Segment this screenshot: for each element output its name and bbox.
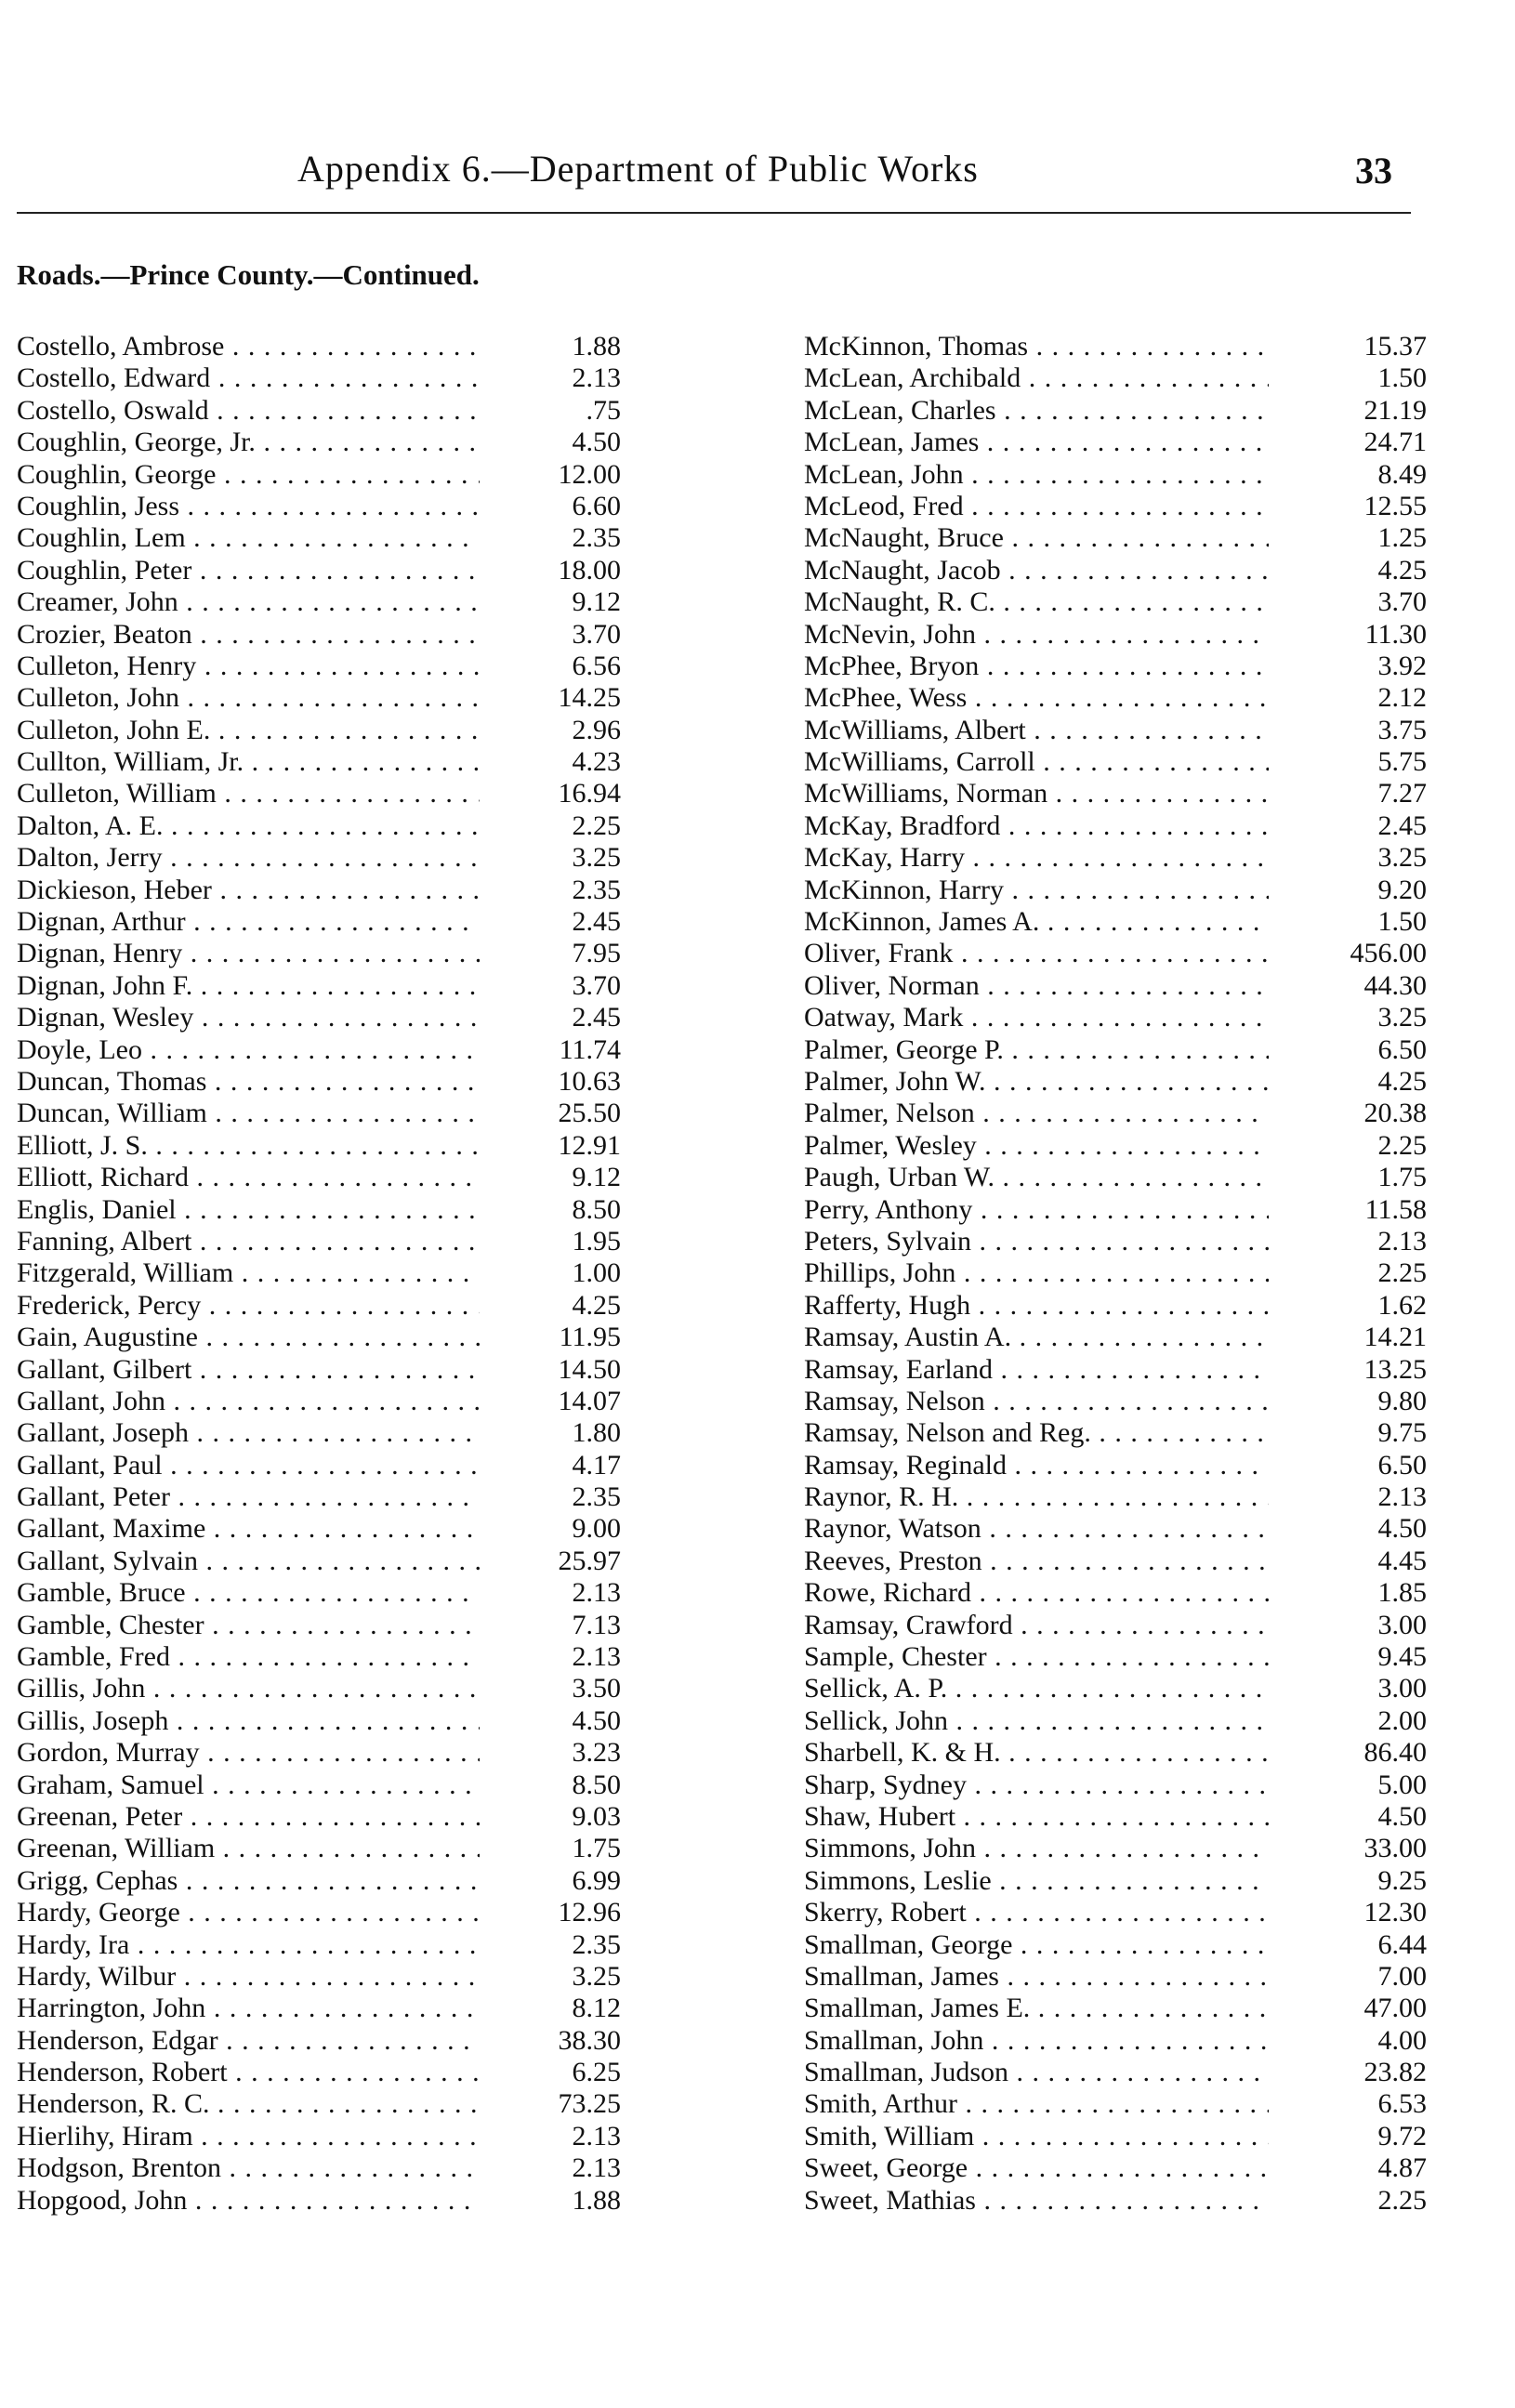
entry-name: Englis, Daniel . . .: [17, 1194, 480, 1226]
entry-name: Fanning, Albert . . .: [17, 1226, 480, 1257]
entry-amount: 3.92: [1377, 650, 1427, 681]
entry-name: Grigg, Cephas . . .: [17, 1865, 480, 1897]
entry-amount: 3.25: [1377, 1002, 1427, 1033]
entry-amount: 2.35: [572, 1481, 621, 1513]
entry-name: Harrington, John . . .: [17, 1993, 480, 2024]
entry-name: McNevin, John . . .: [804, 619, 1269, 651]
entry-name: Gallant, Peter . . .: [17, 1481, 480, 1513]
entry-amount: 1.00: [572, 1257, 621, 1289]
entry-name: McLean, James . . .: [804, 427, 1269, 458]
entry-name: Henderson, R. C. . . .: [17, 2088, 480, 2120]
entry-name: Cullton, William, Jr. . . .: [17, 746, 480, 778]
entry-amount: 9.45: [1377, 1641, 1427, 1673]
entry-name: Costello, Ambrose . . .: [17, 331, 480, 362]
entry-name: McWilliams, Norman . . .: [804, 778, 1269, 809]
entry-name: Ramsay, Earland . . .: [804, 1354, 1269, 1386]
entry-name: Sharp, Sydney . . .: [804, 1770, 1269, 1801]
entry-amount: 11.58: [1364, 1193, 1427, 1225]
entry-name: Gamble, Fred . . .: [17, 1641, 480, 1673]
entry-amount: 2.13: [572, 362, 621, 394]
entry-amount: 7.95: [572, 938, 621, 969]
entry-name: Hardy, Wilbur . . .: [17, 1961, 480, 1993]
entry-amount: 73.25: [558, 2088, 621, 2120]
entry-name: Coughlin, George . . .: [17, 459, 480, 491]
entry-amount: 4.00: [1377, 2024, 1427, 2056]
entry-name: Raynor, Watson . . .: [804, 1513, 1269, 1545]
entry-name: Elliott, J. S. . . .: [17, 1130, 480, 1162]
entry-name: Smallman, James . . .: [804, 1961, 1269, 1993]
entry-amount: 2.45: [572, 906, 621, 938]
header-title: Appendix 6.—Department of Public Works: [297, 148, 979, 190]
entry-amount: 5.00: [1377, 1769, 1427, 1800]
entry-amount: 18.00: [558, 554, 621, 586]
entry-name: McWilliams, Carroll . . .: [804, 746, 1269, 778]
entry-amount: 9.72: [1377, 2120, 1427, 2151]
entry-amount: 9.75: [1377, 1417, 1427, 1449]
entry-name: Gallant, Paul . . .: [17, 1450, 480, 1481]
header-rule: [17, 212, 1411, 214]
section-heading: Roads.—Prince County.—Continued.: [17, 258, 480, 291]
entry-amount: 2.13: [1377, 1481, 1427, 1513]
entry-amount: 2.35: [572, 874, 621, 905]
entry-name: McNaught, Bruce . . .: [804, 522, 1269, 554]
entry-amount: 16.94: [558, 778, 621, 809]
entry-name: Crozier, Beaton . . .: [17, 619, 480, 651]
entry-amount: 2.13: [572, 1641, 621, 1673]
entry-amount: 2.13: [572, 2152, 621, 2184]
entry-amount: 3.00: [1377, 1673, 1427, 1704]
entry-amount: 11.95: [559, 1322, 621, 1353]
entry-name: Gillis, Joseph . . .: [17, 1705, 480, 1737]
entry-amount: 2.25: [572, 809, 621, 841]
page-number: 33: [1355, 150, 1392, 191]
entry-amount: 1.80: [572, 1417, 621, 1449]
entry-name: Dickieson, Heber . . .: [17, 875, 480, 906]
entry-amount: 14.07: [558, 1385, 621, 1416]
entry-name: McPhee, Bryon . . .: [804, 651, 1269, 682]
entry-amount: 7.13: [572, 1609, 621, 1640]
entry-amount: 3.70: [572, 969, 621, 1001]
entry-amount: 1.88: [572, 331, 621, 362]
entry-amount: 2.13: [572, 2120, 621, 2151]
entry-name: Sample, Chester . . .: [804, 1641, 1269, 1673]
entry-amount: 3.00: [1377, 1609, 1427, 1640]
entry-amount: 4.23: [572, 746, 621, 778]
entry-name: Rowe, Richard . . .: [804, 1577, 1269, 1609]
entry-amount: 3.23: [572, 1737, 621, 1769]
entry-amount: 2.45: [1377, 809, 1427, 841]
entry-name: McWilliams, Albert . . .: [804, 715, 1269, 746]
entry-amount: 8.50: [572, 1769, 621, 1800]
entry-name: Hopgood, John . . .: [17, 2185, 480, 2217]
entry-name: McKinnon, James A. . . .: [804, 906, 1269, 938]
entry-name: Gallant, Maxime . . .: [17, 1513, 480, 1545]
entry-name: Shaw, Hubert . . .: [804, 1801, 1269, 1833]
entry-amount: 2.00: [1377, 1704, 1427, 1736]
entry-name: Gillis, John . . .: [17, 1673, 480, 1704]
entry-amount: 11.74: [559, 1033, 621, 1065]
entry-amount: 3.25: [572, 842, 621, 874]
entry-amount: 3.70: [572, 618, 621, 650]
entry-name: Paugh, Urban W. . . .: [804, 1162, 1269, 1193]
entry-amount: 4.25: [1377, 1065, 1427, 1097]
entry-name: Phillips, John . . .: [804, 1257, 1269, 1289]
entry-name: Smith, Arthur . . .: [804, 2088, 1269, 2120]
entry-name: Gallant, Sylvain . . .: [17, 1546, 480, 1577]
entry-amount: 2.25: [1377, 1129, 1427, 1161]
entry-name: Creamer, John . . .: [17, 586, 480, 618]
entry-name: McNaught, Jacob . . .: [804, 555, 1269, 586]
entry-name: Ramsay, Reginald . . .: [804, 1450, 1269, 1481]
entry-name: Duncan, William . . .: [17, 1098, 480, 1129]
entry-name: Henderson, Edgar . . .: [17, 2025, 480, 2057]
entry-name: Peters, Sylvain . . .: [804, 1226, 1269, 1257]
entry-amount: 47.00: [1364, 1993, 1427, 2024]
entry-amount: 12.91: [558, 1129, 621, 1161]
entry-amount: 12.96: [558, 1897, 621, 1928]
entry-amount: 1.85: [1377, 1577, 1427, 1609]
entry-amount: 2.12: [1377, 682, 1427, 714]
entry-name: Coughlin, George, Jr. . . .: [17, 427, 480, 458]
entry-amount: 3.75: [1377, 714, 1427, 745]
entry-amount: .75: [586, 394, 621, 426]
entry-name: Skerry, Robert . . .: [804, 1897, 1269, 1928]
entry-amount: 6.99: [572, 1864, 621, 1896]
entry-name: Coughlin, Jess . . .: [17, 491, 480, 522]
entry-amount: 10.63: [558, 1065, 621, 1097]
entry-amount: 1.62: [1377, 1289, 1427, 1321]
entry-amount: 9.12: [572, 1162, 621, 1193]
entry-name: Sweet, Mathias . . .: [804, 2185, 1269, 2217]
entry-amount: 6.50: [1377, 1033, 1427, 1065]
entry-amount: 1.50: [1377, 362, 1427, 394]
entry-amount: 20.38: [1364, 1098, 1427, 1129]
entry-name: Oliver, Frank . . .: [804, 938, 1269, 969]
entry-name: Dignan, Henry . . .: [17, 938, 480, 969]
entry-name: Palmer, Wesley . . .: [804, 1130, 1269, 1162]
entry-name: Hardy, George . . .: [17, 1897, 480, 1928]
entry-amount: 4.25: [572, 1289, 621, 1321]
entry-amount: 38.30: [558, 2024, 621, 2056]
entry-amount: 2.35: [572, 1928, 621, 1960]
entry-name: Palmer, Nelson . . .: [804, 1098, 1269, 1129]
entry-name: Ramsay, Nelson . . .: [804, 1386, 1269, 1417]
entry-amount: 1.95: [572, 1225, 621, 1257]
entry-amount: 6.56: [572, 650, 621, 681]
entry-name: Greenan, Peter . . .: [17, 1801, 480, 1833]
entry-amount: 3.70: [1377, 586, 1427, 618]
entry-name: Sellick, John . . .: [804, 1705, 1269, 1737]
entry-name: Smith, William . . .: [804, 2121, 1269, 2152]
entry-amount: 23.82: [1364, 2057, 1427, 2088]
entry-name: Coughlin, Peter . . .: [17, 555, 480, 586]
entry-amount: 9.80: [1377, 1385, 1427, 1416]
entry-amount: 1.75: [1377, 1162, 1427, 1193]
entry-name: Sellick, A. P. . . .: [804, 1673, 1269, 1704]
entry-amount: 6.44: [1377, 1928, 1427, 1960]
entry-amount: 6.50: [1377, 1449, 1427, 1480]
entry-amount: 2.45: [572, 1002, 621, 1033]
entry-name: Gallant, Gilbert . . .: [17, 1354, 480, 1386]
entry-amount: 12.30: [1364, 1897, 1427, 1928]
entry-name: Ramsay, Nelson and Reg. . . .: [804, 1417, 1269, 1449]
entry-amount: 33.00: [1364, 1833, 1427, 1864]
entry-amount: 9.03: [572, 1800, 621, 1832]
entry-amount: 21.19: [1364, 394, 1427, 426]
entry-name: McLean, Archibald . . .: [804, 362, 1269, 394]
entry-amount: 9.25: [1377, 1864, 1427, 1896]
entry-name: Hardy, Ira . . .: [17, 1929, 480, 1961]
entry-name: Greenan, William . . .: [17, 1833, 480, 1864]
entry-amount: 3.25: [572, 1960, 621, 1992]
entry-name: McKinnon, Harry . . .: [804, 875, 1269, 906]
entry-amount: 8.12: [572, 1993, 621, 2024]
entry-name: Costello, Edward . . .: [17, 362, 480, 394]
entry-name: Culleton, John E. . . .: [17, 715, 480, 746]
entry-amount: 1.88: [572, 2184, 621, 2216]
entry-name: Culleton, John . . .: [17, 682, 480, 714]
entry-name: McNaught, R. C. . . .: [804, 586, 1269, 618]
entry-name: Doyle, Leo . . .: [17, 1034, 480, 1066]
entry-amount: 6.25: [572, 2057, 621, 2088]
entry-name: Raynor, R. H. . . .: [804, 1481, 1269, 1513]
entry-name: Smallman, John . . .: [804, 2025, 1269, 2057]
entry-amount: 11.30: [1364, 618, 1427, 650]
entry-amount: 2.25: [1377, 1257, 1427, 1289]
entry-amount: 4.25: [1377, 554, 1427, 586]
entry-amount: 8.49: [1377, 458, 1427, 490]
entry-name: Hodgson, Brenton . . .: [17, 2152, 480, 2184]
entry-amount: 24.71: [1364, 427, 1427, 458]
entry-name: Simmons, John . . .: [804, 1833, 1269, 1864]
entry-name: McLean, Charles . . .: [804, 395, 1269, 427]
entry-amount: 4.17: [572, 1449, 621, 1480]
entry-amount: 4.50: [1377, 1800, 1427, 1832]
entry-amount: 4.45: [1377, 1545, 1427, 1576]
entry-amount: 3.50: [572, 1673, 621, 1704]
entry-amount: 6.53: [1377, 2088, 1427, 2120]
entry-amount: 4.87: [1377, 2152, 1427, 2184]
entry-name: Dignan, Wesley . . .: [17, 1002, 480, 1033]
entry-amount: 12.00: [558, 458, 621, 490]
entry-amount: 5.75: [1377, 746, 1427, 778]
entry-name: Hierlihy, Hiram . . .: [17, 2121, 480, 2152]
entry-name: Sweet, George . . .: [804, 2152, 1269, 2184]
entry-amount: 8.50: [572, 1193, 621, 1225]
entry-name: Gallant, Joseph . . .: [17, 1417, 480, 1449]
entry-amount: 25.97: [558, 1545, 621, 1576]
entry-amount: 2.96: [572, 714, 621, 745]
entry-name: Sharbell, K. & H. . . .: [804, 1737, 1269, 1769]
entry-name: Smallman, Judson . . .: [804, 2057, 1269, 2088]
entry-name: McKinnon, Thomas . . .: [804, 331, 1269, 362]
entry-name: Coughlin, Lem . . .: [17, 522, 480, 554]
entry-name: McLean, John . . .: [804, 459, 1269, 491]
entry-amount: 86.40: [1364, 1737, 1427, 1769]
entry-amount: 2.13: [572, 1577, 621, 1609]
entry-name: Perry, Anthony . . .: [804, 1194, 1269, 1226]
entry-name: Ramsay, Crawford . . .: [804, 1610, 1269, 1641]
entry-name: Culleton, Henry . . .: [17, 651, 480, 682]
entry-name: Gallant, John . . .: [17, 1386, 480, 1417]
entry-name: McKay, Harry . . .: [804, 842, 1269, 874]
entry-name: Henderson, Robert . . .: [17, 2057, 480, 2088]
entry-amount: 14.50: [558, 1353, 621, 1385]
entry-name: Palmer, George P. . . .: [804, 1034, 1269, 1066]
entry-amount: 7.00: [1377, 1960, 1427, 1992]
entry-name: Rafferty, Hugh . . .: [804, 1290, 1269, 1322]
entry-name: Gain, Augustine . . .: [17, 1322, 480, 1353]
page-header: [0, 147, 1515, 203]
entry-name: Dignan, Arthur . . .: [17, 906, 480, 938]
entry-amount: 25.50: [558, 1098, 621, 1129]
entry-name: Palmer, John W. . . .: [804, 1066, 1269, 1098]
entry-amount: 15.37: [1364, 331, 1427, 362]
entry-name: McKay, Bradford . . .: [804, 810, 1269, 842]
entry-amount: 2.25: [1377, 2184, 1427, 2216]
entry-name: Duncan, Thomas . . .: [17, 1066, 480, 1098]
entry-name: Simmons, Leslie . . .: [804, 1865, 1269, 1897]
entry-amount: 9.12: [572, 586, 621, 618]
entry-name: McPhee, Wess . . .: [804, 682, 1269, 714]
entry-amount: 1.50: [1377, 906, 1427, 938]
entry-name: Frederick, Percy . . .: [17, 1290, 480, 1322]
entry-name: Gamble, Chester . . .: [17, 1610, 480, 1641]
entry-name: Dalton, Jerry . . .: [17, 842, 480, 874]
entry-amount: 14.21: [1364, 1322, 1427, 1353]
entry-name: Ramsay, Austin A. . . .: [804, 1322, 1269, 1353]
entry-amount: 2.35: [572, 522, 621, 554]
entry-amount: 1.25: [1377, 522, 1427, 554]
entry-name: Reeves, Preston . . .: [804, 1546, 1269, 1577]
entry-amount: 4.50: [572, 1704, 621, 1736]
entry-amount: 2.13: [1377, 1225, 1427, 1257]
entry-name: Fitzgerald, William . . .: [17, 1257, 480, 1289]
entry-amount: 456.00: [1350, 938, 1427, 969]
entry-amount: 12.55: [1364, 490, 1427, 521]
entry-amount: 14.25: [558, 682, 621, 714]
entry-name: Smallman, James E. . . .: [804, 1993, 1269, 2024]
entry-name: Culleton, William . . .: [17, 778, 480, 809]
entry-name: Elliott, Richard . . .: [17, 1162, 480, 1193]
entry-name: Dignan, John F. . . .: [17, 970, 480, 1002]
entry-amount: 13.25: [1364, 1353, 1427, 1385]
entry-amount: 1.75: [572, 1833, 621, 1864]
entry-amount: 4.50: [572, 427, 621, 458]
entry-name: McLeod, Fred . . .: [804, 491, 1269, 522]
entry-amount: 44.30: [1364, 969, 1427, 1001]
entry-name: Costello, Oswald . . .: [17, 395, 480, 427]
entry-amount: 3.25: [1377, 842, 1427, 874]
entry-name: Oatway, Mark . . .: [804, 1002, 1269, 1033]
entry-name: Dalton, A. E. . . .: [17, 810, 480, 842]
entry-name: Gamble, Bruce . . .: [17, 1577, 480, 1609]
entry-amount: 6.60: [572, 490, 621, 521]
entry-name: Smallman, George . . .: [804, 1929, 1269, 1961]
entry-name: Graham, Samuel . . .: [17, 1770, 480, 1801]
entry-name: Gordon, Murray . . .: [17, 1737, 480, 1769]
entry-amount: 4.50: [1377, 1513, 1427, 1545]
entry-amount: 9.20: [1377, 874, 1427, 905]
entry-amount: 9.00: [572, 1513, 621, 1545]
entry-name: Oliver, Norman . . .: [804, 970, 1269, 1002]
entry-amount: 7.27: [1377, 778, 1427, 809]
